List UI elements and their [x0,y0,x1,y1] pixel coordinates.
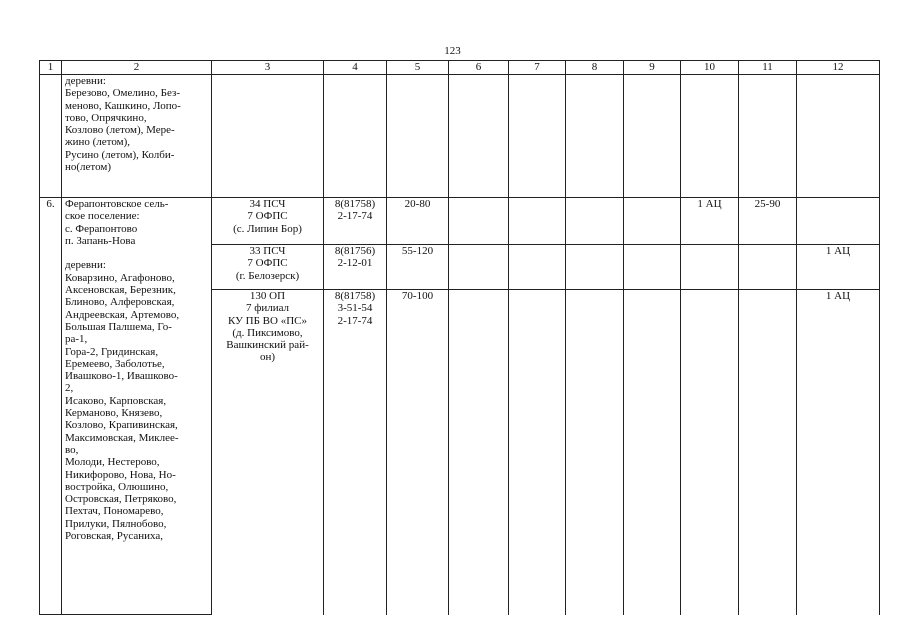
header-cell-12: 12 [797,61,880,75]
fire-unit-cell: 33 ПСЧ 7 ОФПС (г. Белозерск) [212,245,324,290]
header-cell-11: 11 [739,61,797,75]
col12-cell: 1 АЦ [797,290,880,615]
header-cell-4: 4 [324,61,387,75]
header-cell-5: 5 [387,61,449,75]
fire-unit-cell: 34 ПСЧ 7 ОФПС (с. Липин Бор) [212,198,324,245]
col11-cell [739,290,797,615]
header-row [40,61,880,75]
header-cell-6: 6 [449,61,509,75]
settlement-villages-cell: Ферапонтовское сель- ское поселение: с. Ферапонтово п. Запань-Нова деревни: Коварзино, Агафоново, Аксеновская, Березник, Блиново, Алферовская, Андреевская, Артемово, Большая Палшема, Го- ра-1, Гора-2, Гридинская, Еремеево, Заболотье, Ивашково-1, Ивашково- 2, Исаково, Карповская, Керманово, Князево, Козлово, Крапивинская, Максимовская, Миклее- во, Молоди, Нестерово, Никифорово, Нова, Но- востройка, Олюшино, Островская, Петряково, Пехтач, Пономарево, Прилуки, Пялнобово, Роговская, Русаниха, [62,198,212,615]
distance-cell: 20-80 [387,198,449,245]
col12-cell: 1 АЦ [797,245,880,290]
col10-cell: 1 АЦ [681,198,739,245]
col10-cell [681,290,739,615]
header-cell-10: 10 [681,61,739,75]
col12-cell [797,198,880,245]
row-number-cell [40,75,62,198]
phone-cell: 8(81756) 2-12-01 [324,245,387,290]
phone-cell: 8(81758) 3-51-54 2-17-74 [324,290,387,615]
distance-cell: 70-100 [387,290,449,615]
table-row-continuation [40,75,880,198]
fire-unit-cell: 130 ОП 7 филиал КУ ПБ ВО «ПС» (д. Пиксимово, Вашкинский рай- он) [212,290,324,615]
header-cell-8: 8 [566,61,624,75]
distance-cell: 55-120 [387,245,449,290]
header-cell-3: 3 [212,61,324,75]
col11-cell: 25-90 [739,198,797,245]
col11-cell [739,245,797,290]
phone-cell: 8(81758) 2-17-74 [324,198,387,245]
fire-coverage-table [39,60,880,615]
header-cell-7: 7 [509,61,566,75]
settlement-villages-cell: деревни: Березово, Омелино, Без- меново, Кашкино, Лопо- тово, Опрячкино, Козлово (летом), Мере- жино (летом), Русино (летом), Колби- но(летом) [62,75,212,198]
header-cell-1: 1 [40,61,62,75]
table-row-6-unit-1 [40,198,880,245]
header-cell-2: 2 [62,61,212,75]
row-number-cell: 6. [40,198,62,615]
page-number: 123 [444,45,461,57]
header-cell-9: 9 [624,61,681,75]
col10-cell [681,245,739,290]
